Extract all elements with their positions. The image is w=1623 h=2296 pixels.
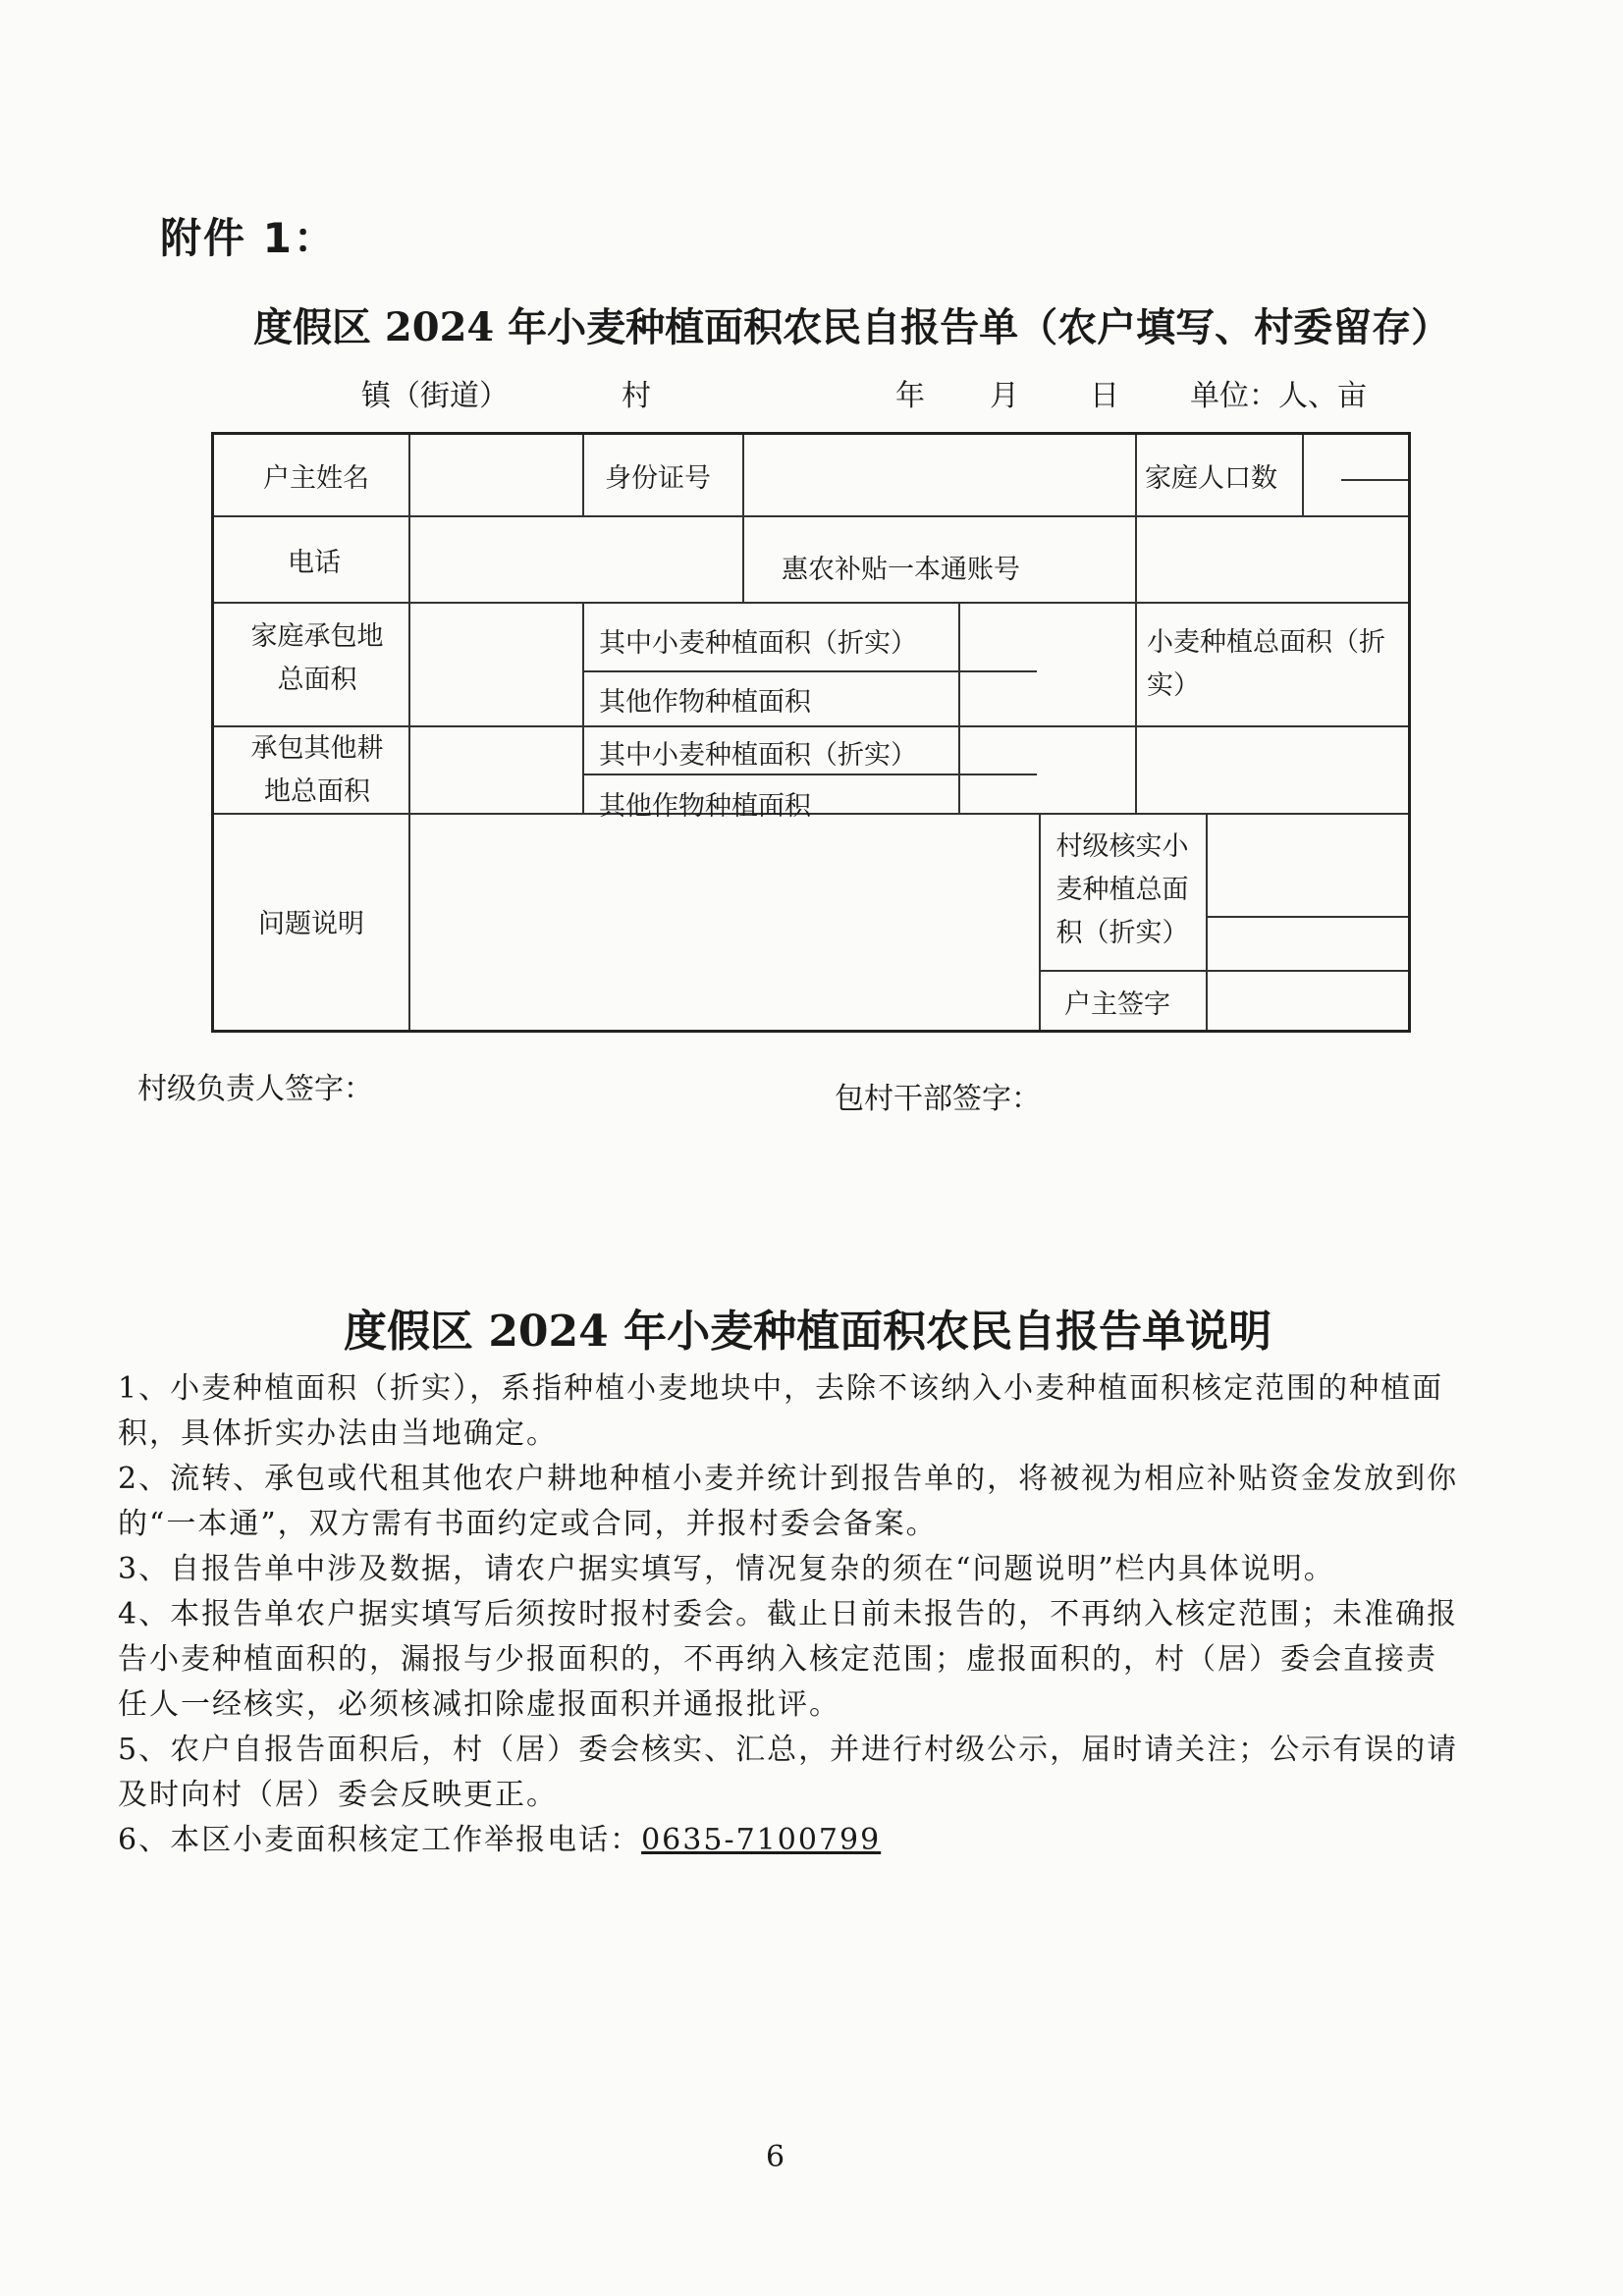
table-rule (742, 435, 744, 602)
explanation-item-5: 5、农户自报告面积后，村（居）委会核实、汇总，并进行村级公示，届时请关注；公示有误的请及时向村（居）委会反映更正。 (118, 1733, 1459, 1812)
page-number: 6 (766, 2140, 785, 2174)
wheat-total-label: 小麦种植总面积（折实） (1147, 627, 1385, 701)
subheader-village: 村 (622, 379, 651, 413)
table-rule (582, 435, 584, 515)
table-rule (1206, 813, 1208, 1030)
explanation-title: 度假区 2024 年小麦种植面积农民自报告单说明 (344, 1307, 1272, 1357)
table-rule (1039, 813, 1041, 1030)
report-form-table (211, 432, 1411, 1033)
table-rule (408, 435, 410, 1030)
other-crop-area-label-2: 其他作物种植面积 (599, 791, 811, 822)
explanation-item-4: 4、本报告单农户据实填写后须按时报村委会。截止日前未报告的，不再纳入核定范围；未准确报告小麦种植面积的，漏报与少报面积的，不再纳入核定范围；虚报面积的，村（居）委会直接责任人一经核实，必须核减扣除虚报面积并通报批评。 (118, 1597, 1459, 1722)
householder-name-label: 户主姓名 (263, 463, 369, 494)
id-number-label: 身份证号 (605, 463, 711, 494)
table-rule (1206, 916, 1408, 918)
subsidy-account-label: 惠农补贴一本通账号 (782, 555, 1020, 585)
village-verified-label: 村级核实小麦种植总面积（折实） (1055, 831, 1189, 948)
explanation-item-2: 2、流转、承包或代租其他农户耕地种植小麦并统计到报告单的，将被视为相应补贴资金发放到你的“一本通”，双方需有书面约定或合同，并报村委会备案。 (118, 1462, 1459, 1541)
table-rule (1039, 970, 1408, 972)
subheader-month: 月 (990, 379, 1019, 413)
table-rule (1302, 435, 1304, 515)
subheader-unit: 单位：人、亩 (1190, 379, 1367, 413)
village-leader-signature-label: 村级负责人签字： (137, 1072, 373, 1106)
other-contract-land-label: 承包其他耕地总面积 (250, 733, 384, 807)
table-rule (582, 602, 584, 813)
subheader-day: 日 (1090, 379, 1119, 413)
issue-description-label: 问题说明 (258, 909, 364, 939)
table-rule (214, 602, 1408, 604)
form-title: 度假区 2024 年小麦种植面积农民自报告单（农户填写、村委留存） (253, 304, 1451, 350)
subheader-year: 年 (895, 379, 925, 413)
family-size-label: 家庭人口数 (1145, 463, 1277, 494)
wheat-area-label-2: 其中小麦种植面积（折实） (599, 740, 917, 771)
table-rule (582, 670, 1037, 672)
report-phone-label: 6、本区小麦面积核定工作举报电话： (118, 1823, 642, 1857)
cadre-signature-label: 包村干部签字： (835, 1082, 1041, 1116)
explanation-list (118, 1366, 1468, 1863)
table-rule (214, 515, 1408, 517)
other-crop-area-label-1: 其他作物种植面积 (599, 687, 811, 718)
report-phone-number: 0635-7100799 (641, 1823, 882, 1857)
explanation-item-3: 3、自报告单中涉及数据，请农户据实填写，情况复杂的须在“问题说明”栏内具体说明。 (118, 1552, 1335, 1586)
table-rule (1341, 479, 1408, 481)
attachment-label: 附件 1： (160, 214, 337, 262)
subheader-town: 镇（街道） (361, 379, 509, 413)
family-contract-land-label: 家庭承包地总面积 (250, 621, 384, 695)
householder-signature-label: 户主签字 (1064, 989, 1170, 1020)
explanation-item-6 (118, 1818, 1468, 1863)
table-rule (582, 774, 1037, 775)
table-rule (1135, 435, 1137, 602)
table-rule (1135, 602, 1137, 813)
wheat-area-label-1: 其中小麦种植面积（折实） (599, 628, 917, 659)
table-rule (958, 602, 960, 813)
explanation-item-1: 1、小麦种植面积（折实），系指种植小麦地块中，去除不该纳入小麦种植面积核定范围的种植面积，具体折实办法由当地确定。 (118, 1371, 1444, 1451)
phone-label: 电话 (288, 548, 341, 578)
